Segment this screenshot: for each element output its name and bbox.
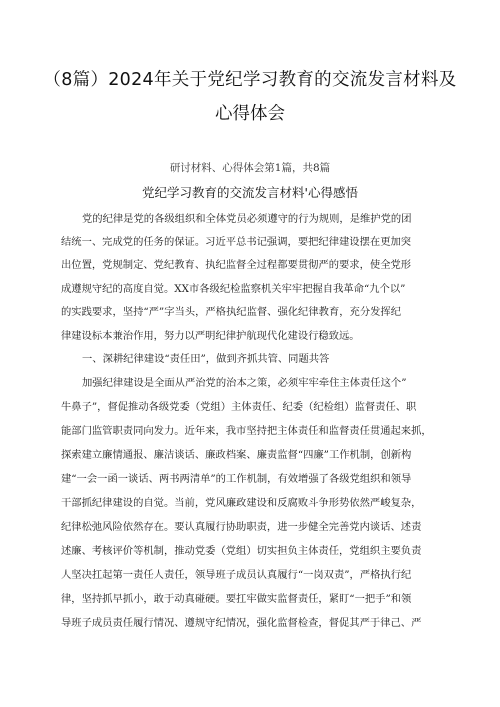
body-line: 能部门监管职责同向发力。近年来，我市坚持把主体责任和监督责任贯通起来抓， — [61, 425, 432, 437]
body-line: 结统一、完成党的任务的保证。习近平总书记强调，要把纪律建设摆在更加突 — [61, 236, 412, 248]
body-line: 干部抓纪律建设的自觉。当前，党风廉政建设和反腐败斗争形势依然严峻复杂， — [61, 497, 422, 509]
body-line: 党的纪律是党的各级组织和全体党员必须遵守的行为规则，是维护党的团 — [82, 213, 412, 225]
document-meta: 研讨材料、心得体会第1篇，共8篇 — [169, 162, 331, 174]
body-line: 律建设标本兼治作用，努力以严明纪律护航现代化建设行稳致远。 — [61, 330, 360, 342]
body-line: 牛鼻子”，督促推动各级党委（党组）主体责任、纪委（纪检组）监督责任、职 — [61, 401, 417, 413]
body-line: 建“一会一函一谈话、两书两清单”的工作机制，有效增强了各级党组织和领导 — [61, 473, 412, 485]
document-title-line-1: （8篇）2024年关于党纪学习教育的交流发言材料及 — [43, 70, 457, 90]
body-line: 律，坚持抓早抓小，敢于动真碰硬。要扛牢做实监督责任，紧盯“一把手”和领 — [61, 593, 412, 605]
body-line: 出位置，党规制定、党纪教育、执纪监督全过程都要贯彻严的要求，使全党形 — [61, 259, 412, 271]
body-line: 成遵规守纪的高度自觉。XX市各级纪检监察机关牢牢把握自我革命“九个以” — [61, 283, 406, 295]
body-line: 导班子成员责任履行情况、遵规守纪情况，强化监督检查，督促其严于律己、严 — [61, 617, 422, 629]
body-line: 述廉、考核评价等机制，推动党委（党组）切实担负主体责任，党组织主要负责 — [61, 545, 422, 557]
document-title-line-2: 心得体会 — [215, 104, 285, 124]
body-line: 人坚决扛起第一责任人责任，领导班子成员认真履行“一岗双责”，严格执行纪 — [61, 569, 412, 581]
section-title: 党纪学习教育的交流发言材料'心得感悟 — [142, 185, 358, 200]
body-line: 加强纪律建设是全面从严治党的治本之策，必须牢牢牵住主体责任这个” — [82, 377, 407, 389]
body-line: 纪律松弛风险依然存在。要认真履行协助职责，进一步健全完善党内谈话、述责 — [61, 521, 422, 533]
body-line: 探索建立廉情通报、廉洁谈话、廉政档案、廉责监督“四廉”工作机制，创新构 — [61, 449, 412, 461]
body-line: 的实践要求，坚持“严”字当头，严格执纪监督、强化纪律教育，充分发挥纪 — [61, 306, 402, 318]
section-heading: 一、深耕纪律建设“责任田”，做到齐抓共管、同题共答 — [82, 353, 330, 365]
